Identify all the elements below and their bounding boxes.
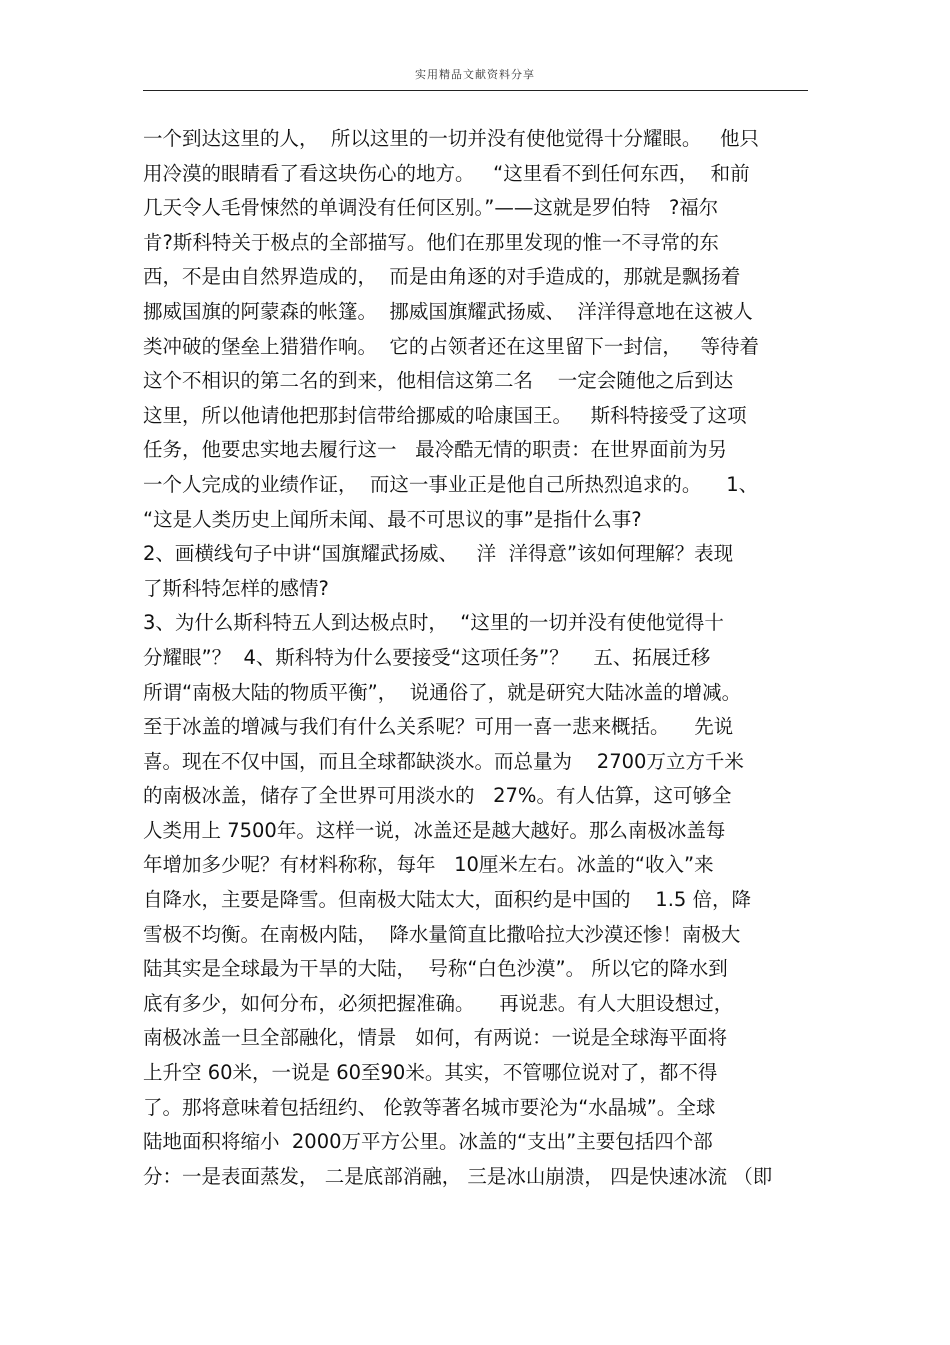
text-line: 陆地面积将缩小 2000万平方公里。冰盖的“支出”主要包括四个部: [143, 1130, 713, 1154]
text-line: 年增加多少呢？有材料称称，每年 10厘米左右。冰盖的“收入”来: [143, 853, 714, 877]
text-line: 了。那将意味着包括纽约、 伦敦等著名城市要沦为“水晶城”。全球: [143, 1095, 716, 1119]
question-line: 了斯科特怎样的感情?: [143, 576, 329, 600]
question-line: 2、画横线句子中讲“国旗耀武扬威、 洋 洋得意”该如何理解？表现: [143, 542, 734, 566]
text-line: 几天令人毛骨悚然的单调没有任何区别。”——这就是罗伯特 ?福尔: [143, 196, 719, 220]
text-line: 喜。现在不仅中国，而且全球都缺淡水。而总量为 2700万立方千米: [143, 749, 744, 773]
text-line: 这个不相识的第二名的到来，他相信这第二名 一定会随他之后到达: [143, 369, 734, 393]
text-line: 至于冰盖的增减与我们有什么关系呢？可用一喜一悲来概括。 先说: [143, 715, 734, 739]
text-line: 底有多少，如何分布，必须把握准确。 再说悲。有人大胆设想过，: [143, 991, 734, 1015]
page-header-title: 实用精品文献资料分享: [415, 68, 535, 81]
text-line: 类冲破的堡垒上猎猎作响。 它的占领者还在这里留下一封信， 等待着: [143, 334, 759, 358]
text-line: 人类用上 7500年。这样一说，冰盖还是越大越好。那么南极冰盖每: [143, 818, 726, 842]
text-line: 自降水，主要是降雪。但南极大陆太大，面积约是中国的 1.5 倍，降: [143, 888, 752, 912]
text-line: 用冷漠的眼睛看了看这块伤心的地方。 “这里看不到任何东西， 和前: [143, 161, 750, 185]
text-line: 所谓“南极大陆的物质平衡”， 说通俗了，就是研究大陆冰盖的增减。: [143, 680, 742, 704]
text-line: 南极冰盖一旦全部融化，情景 如何，有两说：一说是全球海平面将: [143, 1026, 728, 1050]
body-text: [143, 122, 813, 1194]
text-line: 一个人完成的业绩作证， 而这一事业正是他自己所热烈追求的。 1、: [143, 472, 759, 496]
question-line: 分耀眼”？ 4、斯科特为什么要接受“这项任务”？ 五、拓展迁移: [143, 645, 711, 669]
text-line: 分：一是表面蒸发， 二是底部消融， 三是冰山崩溃， 四是快速冰流 （即: [143, 1164, 773, 1188]
question-line: 3、为什么斯科特五人到达极点时， “这里的一切并没有使他觉得十: [143, 611, 724, 635]
text-line: 雪极不均衡。在南极内陆， 降水量简直比撒哈拉大沙漠还惨！南极大: [143, 922, 741, 946]
text-line: 这里，所以他请他把那封信带给挪威的哈康国王。 斯科特接受了这项: [143, 403, 747, 427]
text-line: 上升空 60米，一说是 60至90米。其实，不管哪位说对了，都不得: [143, 1061, 718, 1085]
question-line: “这是人类历史上闻所未闻、最不可思议的事”是指什么事?: [143, 507, 642, 531]
text-line: 陆其实是全球最为干旱的大陆， 号称“白色沙漠”。 所以它的降水到: [143, 957, 728, 981]
text-line: 肯?斯科特关于极点的全部描写。他们在那里发现的惟一不寻常的东: [143, 230, 719, 254]
header-divider: [143, 90, 808, 91]
text-line: 西，不是由自然界造成的， 而是由角逐的对手造成的，那就是飘扬着: [143, 265, 741, 289]
text-line: 挪威国旗的阿蒙森的帐篷。 挪威国旗耀武扬威、 洋洋得意地在这被人: [143, 299, 753, 323]
text-line: 的南极冰盖，储存了全世界可用淡水的 27%。有人估算，这可够全: [143, 784, 732, 808]
text-line: 任务，他要忠实地去履行这一 最冷酷无情的职责：在世界面前为另: [143, 438, 728, 462]
text-line: 一个到达这里的人， 所以这里的一切并没有使他觉得十分耀眼。 他只: [143, 127, 759, 150]
